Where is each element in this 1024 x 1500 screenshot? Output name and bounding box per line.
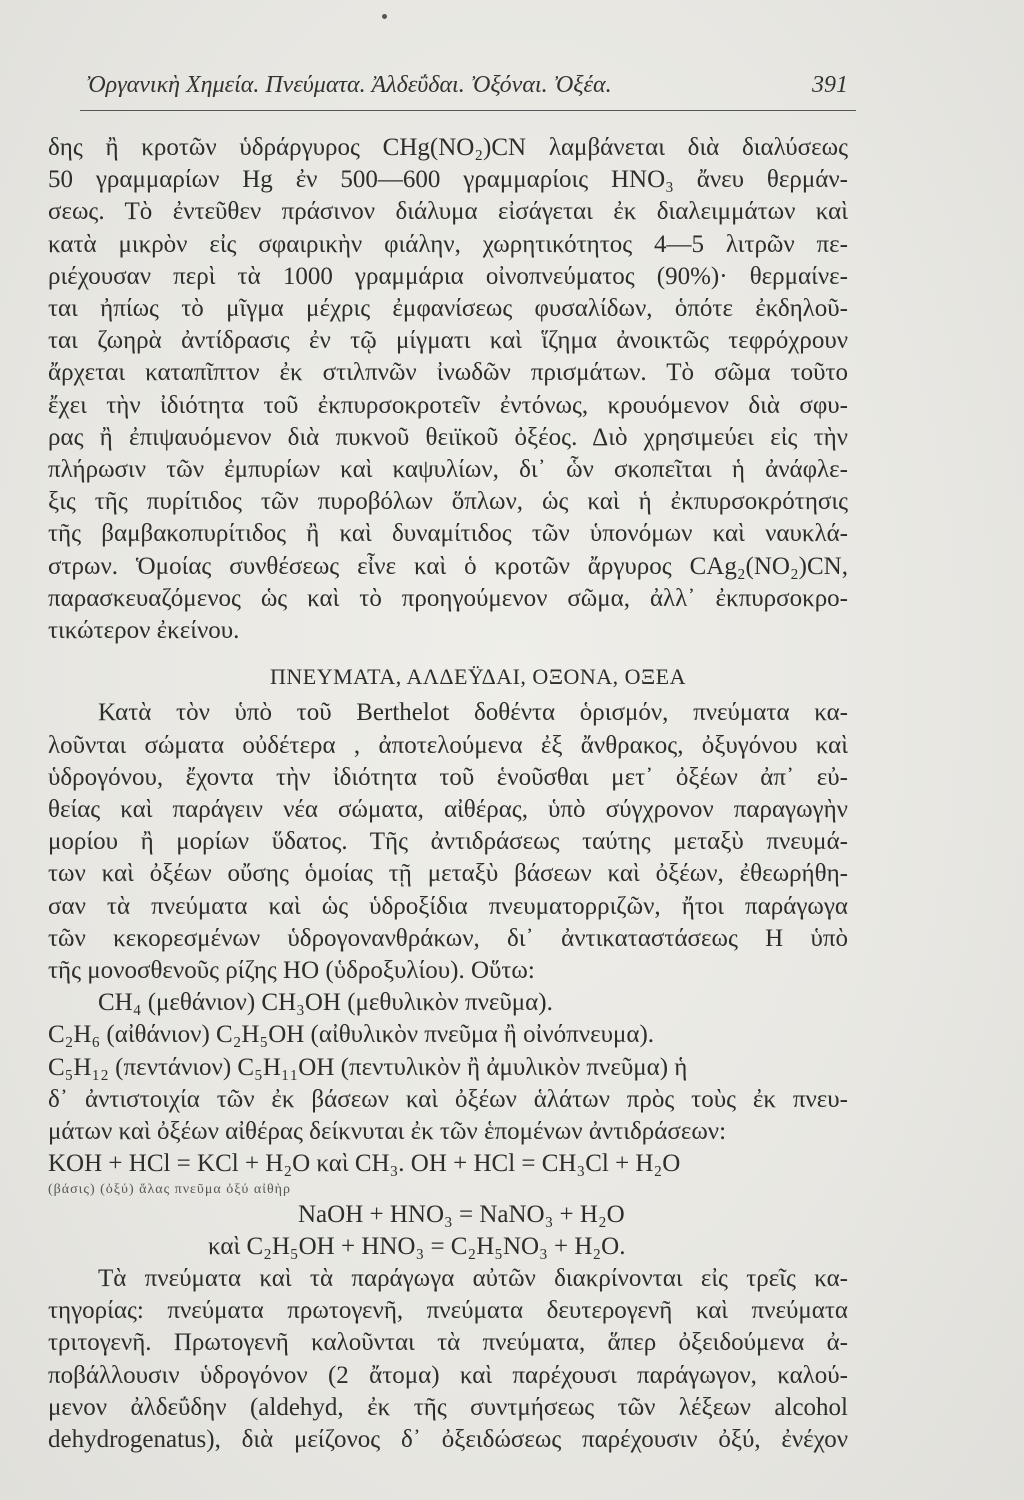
formula-line: C₅H₁₂ (πεντάνιον) C₅H₁₁OH (πεντυλικὸν ἢ ἀμυλικὸν πνεῦμα) ἡ	[48, 1053, 688, 1081]
text-line: ται ζωηρὰ ἀντίδρασις ἐν τῷ μίγματι καὶ ἵζημα ἀνοικτῶς τεφρόχρουν	[48, 327, 848, 355]
text-line: τριτογενῆ. Πρωτογενῆ καλοῦνται τὰ πνεύματα, ἅπερ ὀξειδούμενα ἀ-	[48, 1329, 848, 1357]
text-line: θείας καὶ παράγειν νέα σώματα, αἰθέρας, ὑπὸ σύγχρονον παραγωγὴν	[48, 796, 848, 824]
text-line: μενον ἀλδεΰδην (aldehyd, ἐκ τῆς συντμήσεως τῶν λέξεων alcohol	[48, 1393, 848, 1421]
text-line: ται ἠπίως τὸ μῖγμα μέχρις ἐμφανίσεως φυσαλίδων, ὁπότε ἐκδηλοῦ-	[48, 295, 848, 323]
paragraph-4	[48, 1263, 848, 1456]
formula-line: CH₄ (μεθάνιον) CH₃OH (μεθυλικὸν πνεῦμα).	[98, 989, 553, 1017]
text-line: πλήρωσιν τῶν ἐμπυρίων καὶ καψυλίων, δι᾽ ὧν σκοπεῖται ἡ ἀνάφλε-	[48, 456, 848, 484]
text-line: ἄρχεται καταπῖπτον ἐκ στιλπνῶν ἰνωδῶν πρισμάτων. Τὸ σῶμα τοῦτο	[48, 359, 848, 387]
text-line: 50 γραμμαρίων Hg ἐν 500—600 γραμμαρίοις HNO₃ ἄνευ θερμάν-	[48, 166, 848, 194]
running-header	[86, 72, 848, 106]
section-heading: ΠΝΕΥΜΑΤΑ, ΑΛΔΕΫΔΑΙ, ΟΞΟΝΑ, ΟΞΕΑ	[270, 664, 686, 690]
header-rule	[80, 110, 856, 111]
text-line: ἔχει τὴν ἰδιότητα τοῦ ἐκπυρσοκροτεῖν ἐντόνως, κρουόμενον διὰ σφυ-	[48, 391, 848, 419]
formula-line: C₂H₆ (αἰθάνιον) C₂H₅OH (αἰθυλικὸν πνεῦμα ἢ οἰνόπνευμα).	[48, 1021, 655, 1049]
ink-dot	[382, 14, 387, 19]
text-line: ριέχουσαν περὶ τὰ 1000 γραμμάρια οἰνοπνεύματος (90%)· θερμαίνε-	[48, 262, 848, 290]
text-line: ὑδρογόνου, ἔχοντα τὴν ἰδιότητα τοῦ ἑνοῦσθαι μετ᾽ ὀξέων ἀπ᾽ εὐ-	[48, 763, 848, 791]
reaction-line: NaOH + HNO₃ = NaNO₃ + H₂O	[298, 1200, 625, 1228]
text-line: των καὶ ὀξέων οὔσης ὁμοίας τῇ μεταξὺ βάσεων καὶ ὀξέων, ἐθεωρήθη-	[48, 860, 848, 888]
text-line: τικώτερον ἐκείνου.	[48, 617, 240, 645]
reaction-line: KOH + HCl = KCl + H₂O καὶ CH₃. OH + HCl = CH₃Cl + H₂O	[48, 1150, 681, 1178]
text-line: τηγορίας: πνεύματα πρωτογενῆ, πνεύματα δευτερογενῆ καὶ πνεύματα	[48, 1297, 848, 1325]
text-line: dehydrogenatus), διὰ μείζονος δ᾽ ὀξειδώσεως παρέχουσιν ὀξύ, ἐνέχον	[48, 1425, 848, 1453]
reaction-block	[48, 1148, 848, 1263]
text-line: μορίου ἢ μορίων ὕδατος. Τῆς ἀντιδράσεως ταύτης μεταξὺ πνευμά-	[48, 828, 848, 856]
text-line: παρασκευαζόμενος ὡς καὶ τὸ προηγούμενον σῶμα, ἀλλ᾽ ἐκπυρσοκρο-	[48, 584, 848, 612]
text-line: σαν τὰ πνεύματα καὶ ὡς ὑδροξίδια πνευματορριζῶν, ἤτοι παράγωγα	[48, 892, 848, 920]
running-title: Ὀργανικὴ Χημεία. Πνεύματα. Ἀλδεΰδαι. Ὀξόναι. Ὀξέα.	[86, 72, 612, 98]
paragraph-2	[48, 697, 848, 987]
text-line: τῆς βαμβακοπυρίτιδος ἢ καὶ δυναμίτιδος τῶν ὑπονόμων καὶ ναυκλά-	[48, 520, 848, 548]
text-line: Κατὰ τὸν ὑπὸ τοῦ Berthelot δοθέντα ὁρισμόν, πνεύματα κα-	[98, 699, 848, 727]
text-line: κατὰ μικρὸν εἰς σφαιρικὴν φιάλην, χωρητικότητος 4—5 λιτρῶν πε-	[48, 230, 848, 258]
page-number: 391	[812, 72, 848, 98]
text-line: δ᾽ ἀντιστοιχία τῶν ἐκ βάσεων καὶ ὀξέων ἁλάτων πρὸς τοὺς ἐκ πνευ-	[48, 1085, 848, 1113]
reaction-labels: (βάσις) (ὀξύ) ἅλας πνεῦμα ὀξύ αἰθὴρ	[48, 1181, 291, 1197]
paragraph-3	[48, 1084, 848, 1148]
text-line: τῶν κεκορεσμένων ὑδρογονανθράκων, δι᾽ ἀντικαταστάσεως H ὑπὸ	[48, 924, 848, 952]
paragraph-1	[48, 132, 848, 647]
text-line: Τὰ πνεύματα καὶ τὰ παράγωγα αὐτῶν διακρίνονται εἰς τρεῖς κα-	[98, 1264, 848, 1292]
page-body	[48, 132, 848, 1456]
text-line: ποβάλλουσιν ὑδρογόνον (2 ἄτομα) καὶ παρέχουσι παράγωγον, καλού-	[48, 1361, 848, 1389]
formula-list	[48, 987, 848, 1084]
text-line: σεως. Τὸ ἐντεῦθεν πράσινον διάλυμα εἰσάγεται ἐκ διαλειμμάτων καὶ	[48, 198, 848, 226]
text-line: ξις τῆς πυρίτιδος τῶν πυροβόλων ὅπλων, ὡς καὶ ἡ ἐκπυρσοκρότησις	[48, 488, 848, 516]
text-line: δης ἢ κροτῶν ὑδράργυρος CHg(NO₂)CN λαμβάνεται διὰ διαλύσεως	[48, 134, 848, 161]
text-line: τῆς μονοσθενοῦς ρίζης HO (ὑδροξυλίου). Οὕτω:	[48, 957, 535, 985]
text-line: ρας ἢ ἐπιψαυόμενον διὰ πυκνοῦ θειϊκοῦ ὀξέος. Διὸ χρησιμεύει εἰς τὴν	[48, 423, 848, 451]
text-line: στρων. Ὁμοίας συνθέσεως εἶνε καὶ ὁ κροτῶν ἄργυρος CAg₂(NO₂)CN,	[48, 552, 848, 580]
text-line: μάτων καὶ ὀξέων αἰθέρας δείκνυται ἐκ τῶν ἑπομένων ἀντιδράσεων:	[48, 1118, 727, 1146]
text-line: λοῦνται σώματα οὐδέτερα , ἀποτελούμενα ἐξ ἄνθρακος, ὀξυγόνου καὶ	[48, 731, 848, 759]
reaction-line: καὶ C₂H₅OH + HNO₃ = C₂H₅NO₃ + H₂O.	[208, 1232, 626, 1260]
